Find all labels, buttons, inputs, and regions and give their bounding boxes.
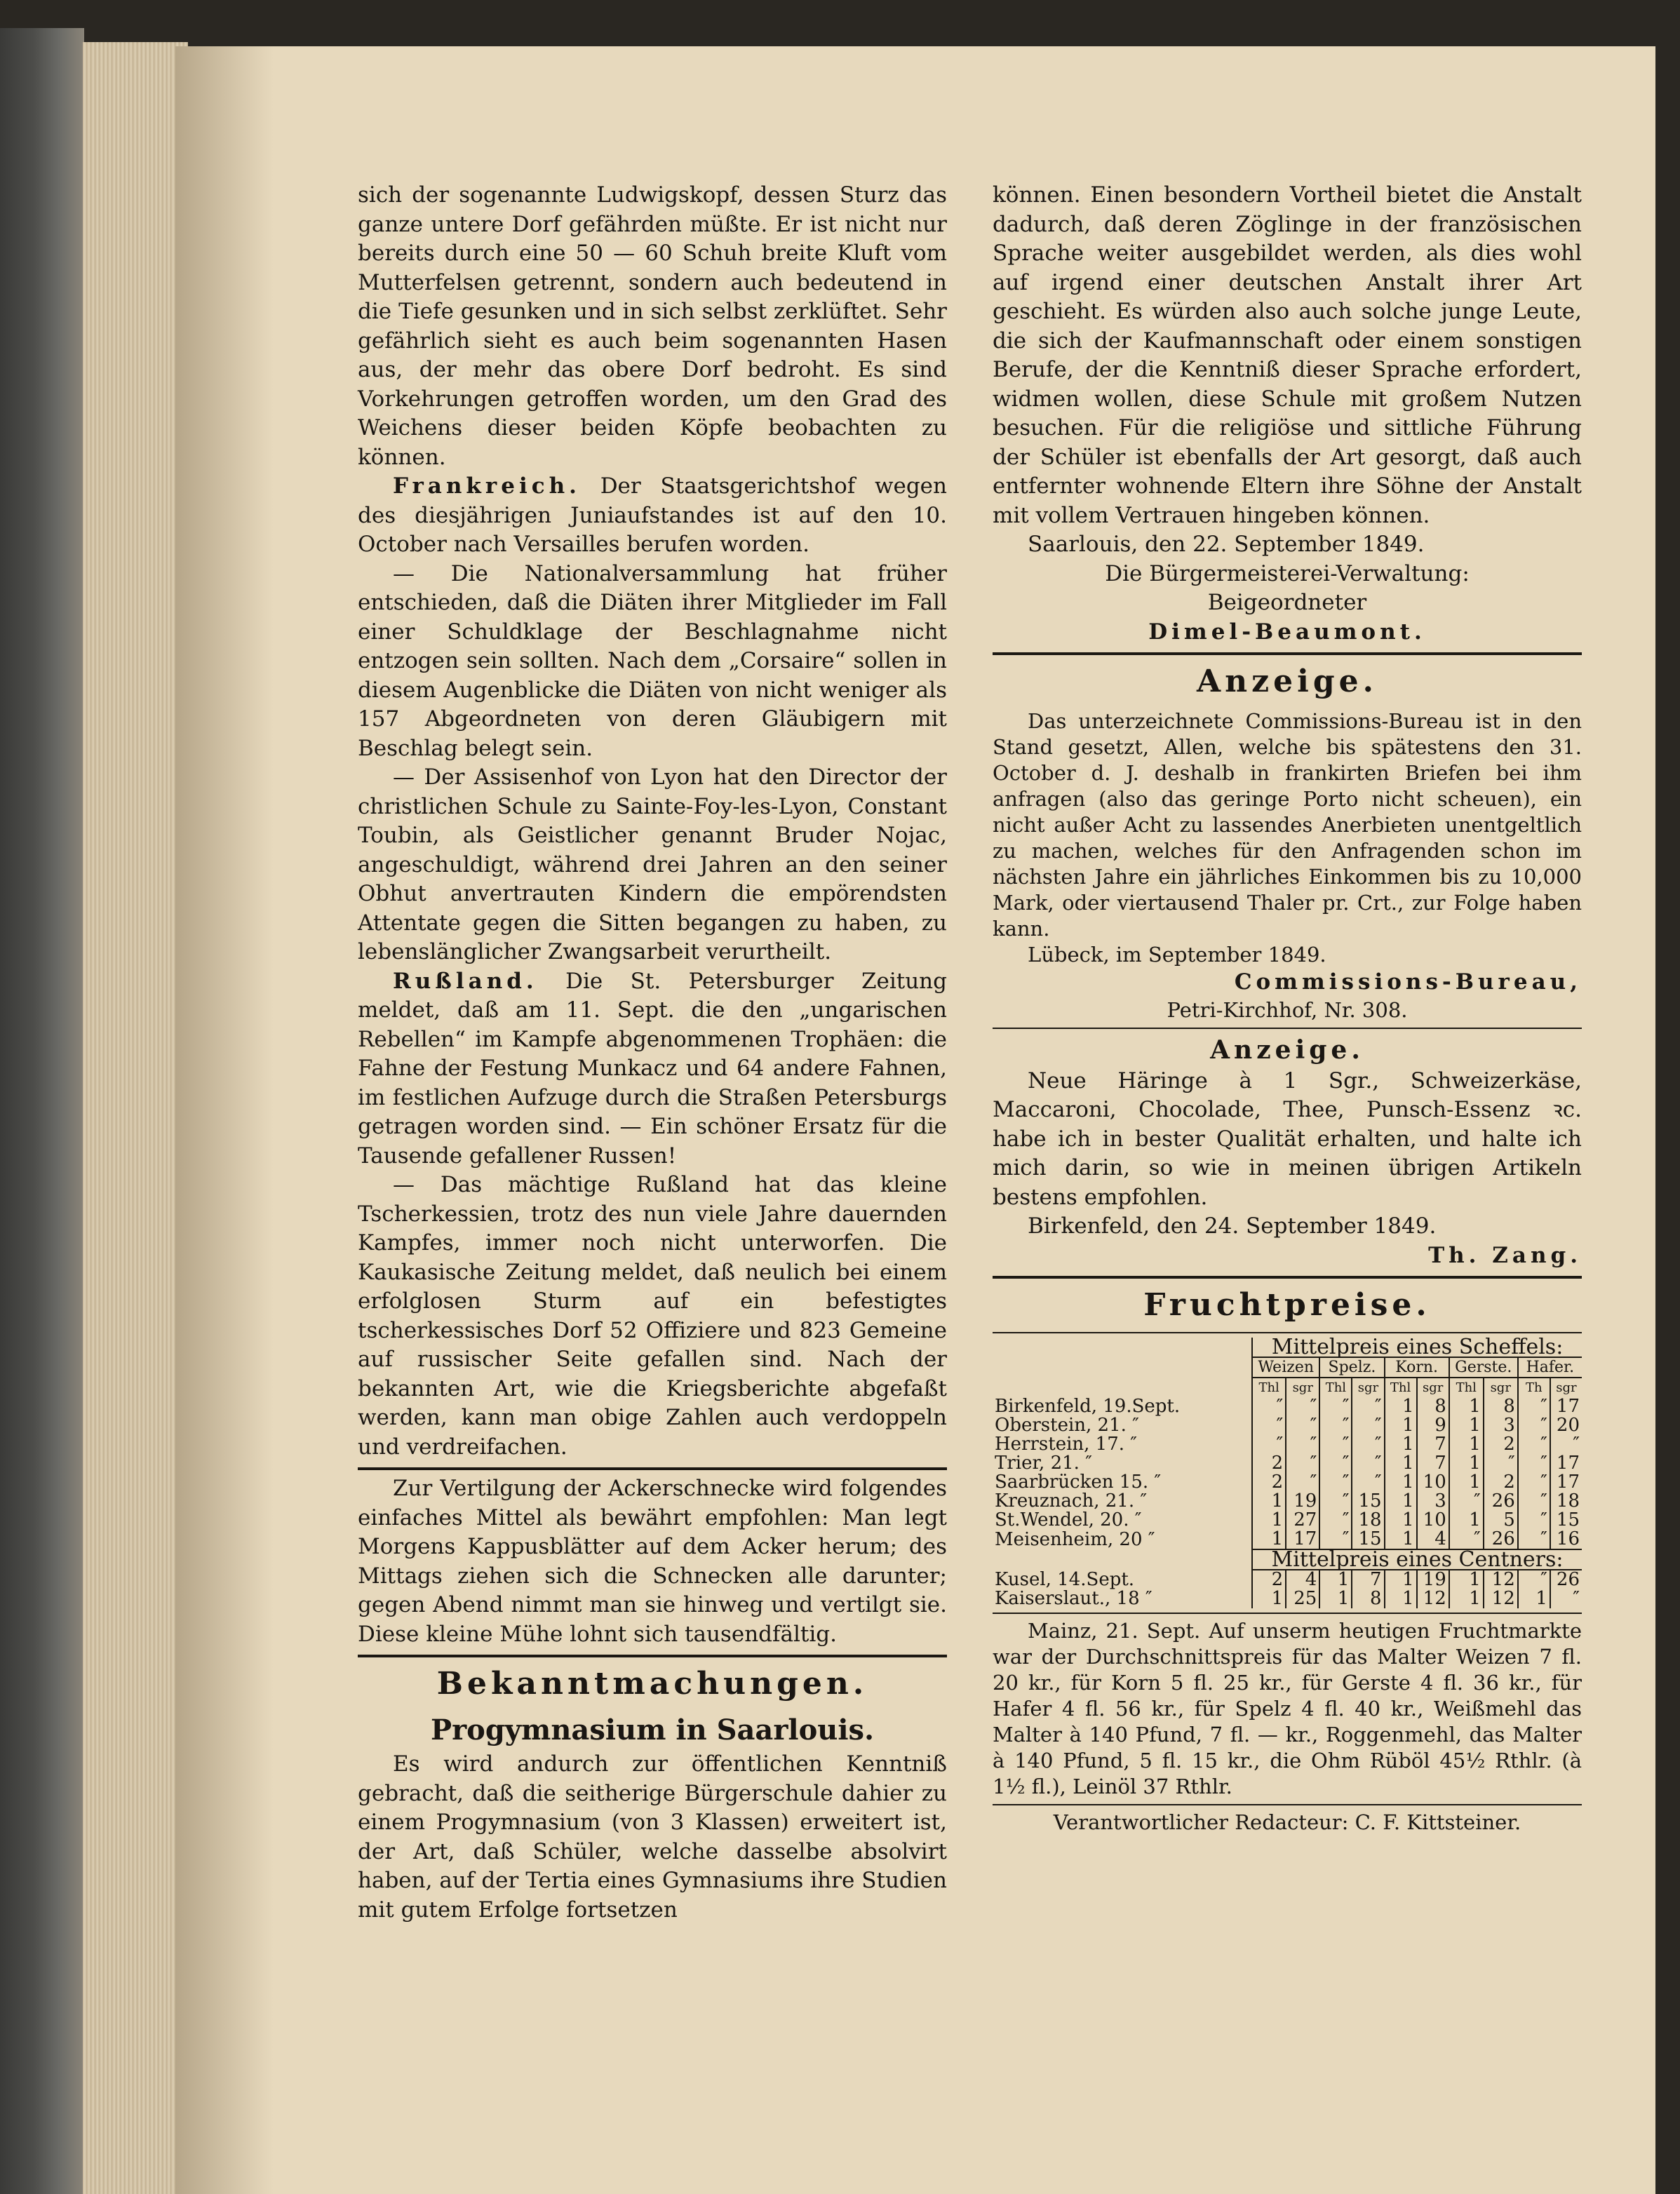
caption-scheffel: Mittelpreis eines Scheffels: [1252, 1338, 1582, 1357]
article-frankreich [358, 472, 947, 560]
price-cell: 4 [1286, 1570, 1319, 1589]
scheffel-rows [993, 1397, 1582, 1549]
price-cell: 1 [1252, 1589, 1286, 1608]
price-cell: 20 [1550, 1416, 1582, 1435]
price-cell: ″ [1319, 1454, 1352, 1473]
market-place: Trier, 21. ″ [995, 1453, 1092, 1474]
signature-name: Dimel-Beaumont. [1148, 619, 1426, 645]
price-cell: 10 [1417, 1473, 1449, 1492]
unit-header-row [993, 1378, 1582, 1397]
unit-header: Th [1518, 1378, 1550, 1397]
grain-header: Korn. [1385, 1357, 1449, 1378]
divider [993, 1332, 1582, 1333]
unit-header: sgr [1352, 1378, 1384, 1397]
price-cell: 1 [1385, 1435, 1417, 1454]
responsible-editor: Verantwortlicher Redacteur: C. F. Kittsteiner. [1053, 1810, 1521, 1834]
price-cell: 10 [1417, 1511, 1449, 1530]
table-row [993, 1454, 1582, 1473]
price-cell: 8 [1484, 1397, 1518, 1416]
divider [358, 1655, 947, 1657]
table-row [993, 1589, 1582, 1608]
price-cell: 18 [1550, 1492, 1582, 1511]
divider [993, 1276, 1582, 1279]
market-place: Oberstein, 21. ″ [995, 1415, 1139, 1436]
ad-place-birkenfeld: Birkenfeld, den 24. September 1849. [1028, 1213, 1437, 1239]
price-cell: 15 [1352, 1530, 1384, 1549]
article-russland [358, 967, 947, 1171]
price-cell: 15 [1352, 1492, 1384, 1511]
heading-bekanntmachungen: Bekanntmachungen. [436, 1666, 868, 1702]
price-cell: 2 [1484, 1473, 1518, 1492]
price-cell: 1 [1449, 1570, 1484, 1589]
price-cell: 1 [1252, 1530, 1286, 1549]
price-cell: ″ [1449, 1492, 1484, 1511]
price-cell: ″ [1252, 1435, 1286, 1454]
ad-place-luebeck: Lübeck, im September 1849. [1028, 943, 1326, 967]
price-cell: 3 [1484, 1416, 1518, 1435]
price-cell: 1 [1252, 1511, 1286, 1530]
price-cell: 8 [1417, 1397, 1449, 1416]
market-place: Kusel, 14.Sept. [995, 1568, 1135, 1590]
price-cell: 2 [1252, 1454, 1286, 1473]
signature-verwaltung: Die Bürgermeisterei-Verwaltung: [1105, 560, 1470, 586]
price-cell: ″ [1286, 1416, 1319, 1435]
price-cell: ″ [1319, 1492, 1352, 1511]
price-cell: 1 [1385, 1492, 1417, 1511]
article-tscherkessien: — Das mächtige Rußland hat das kleine Tscherkessien, trotz des nun viele Jahre dauernden Kampfes, immer noch nicht unterworfen. Die Kaukasische Zeitung meldet, daß neulich bei einem erfolglosen Sturm auf ein befestigtes tscherkessisches Dorf 52 Offiziere und 823 Gemeine auf russischer Seite gefallen sind. Nach der bekannten Art, wie die Kriegsberichte abgefaßt werden, kann man obige Zahlen auch verdoppeln und verdreifachen. [358, 1172, 947, 1460]
price-cell: ″ [1286, 1397, 1319, 1416]
price-cell: 17 [1550, 1397, 1582, 1416]
ad-commissions-bureau: Das unterzeichnete Commissions-Bureau ist in den Stand gesetzt, Allen, welche bis spätestens den 31. October d. J. deshalb in frankirten Briefen bei ihm anfragen (also das geringe Porto nicht scheuen), ein nicht außer Acht zu lassendes Anerbieten unentgeltlich zu machen, welches für den Anfragenden schon im nächsten Jahre ein jährliches Einkommen bis zu 10,000 Mark, oder viertausend Thaler pr. Crt., zur Folge haben kann. [993, 709, 1582, 941]
price-cell: 1 [1449, 1435, 1484, 1454]
left-column [358, 181, 947, 1925]
divider [993, 1804, 1582, 1805]
price-cell: 1 [1252, 1492, 1286, 1511]
section-head-russland: Rußland. [393, 968, 538, 994]
unit-header: Thl [1319, 1378, 1352, 1397]
price-cell: 1 [1449, 1416, 1484, 1435]
price-cell: 1 [1319, 1589, 1352, 1608]
table-row [993, 1530, 1582, 1549]
price-cell: ″ [1319, 1416, 1352, 1435]
heading-fruchtpreise: Fruchtpreise. [1143, 1287, 1431, 1323]
price-cell: 1 [1449, 1454, 1484, 1473]
price-cell: 1 [1385, 1530, 1417, 1549]
divider [358, 1467, 947, 1470]
price-cell: 1 [1449, 1589, 1484, 1608]
price-cell: 1 [1385, 1397, 1417, 1416]
book-cover-edge [0, 28, 84, 2194]
price-cell: 3 [1417, 1492, 1449, 1511]
price-cell: 1 [1449, 1511, 1484, 1530]
price-cell: 5 [1484, 1511, 1518, 1530]
divider [993, 1613, 1582, 1614]
page-edges [83, 42, 188, 2194]
price-cell: 2 [1484, 1435, 1518, 1454]
signature-title: Beigeordneter [1207, 590, 1367, 615]
price-cell: 1 [1385, 1454, 1417, 1473]
price-cell: 27 [1286, 1511, 1319, 1530]
price-cell: ″ [1319, 1473, 1352, 1492]
table-row [993, 1511, 1582, 1530]
price-cell: 1 [1449, 1473, 1484, 1492]
gutter-shadow [175, 46, 274, 2194]
price-cell: 9 [1417, 1416, 1449, 1435]
price-cell: ″ [1550, 1589, 1582, 1608]
price-cell: 1 [1518, 1589, 1550, 1608]
market-place: Meisenheim, 20 ″ [995, 1528, 1155, 1550]
price-cell: 17 [1286, 1530, 1319, 1549]
price-cell: ″ [1252, 1397, 1286, 1416]
table-row [993, 1397, 1582, 1416]
price-cell: 4 [1417, 1530, 1449, 1549]
price-cell: ″ [1352, 1435, 1384, 1454]
price-cell: ″ [1352, 1454, 1384, 1473]
price-cell: ″ [1518, 1435, 1550, 1454]
price-cell: ″ [1518, 1511, 1550, 1530]
price-cell: 16 [1550, 1530, 1582, 1549]
fruchtpreise-table [993, 1335, 1582, 1609]
price-cell: ″ [1319, 1530, 1352, 1549]
price-cell: 26 [1484, 1530, 1518, 1549]
unit-header: sgr [1484, 1378, 1518, 1397]
heading-anzeige-1: Anzeige. [1197, 664, 1378, 699]
price-cell: 1 [1385, 1589, 1417, 1608]
section-head-frankreich: Frankreich. [393, 473, 581, 499]
price-cell: 25 [1286, 1589, 1319, 1608]
price-cell: ″ [1518, 1454, 1550, 1473]
price-cell: 17 [1550, 1473, 1582, 1492]
unit-header: sgr [1417, 1378, 1449, 1397]
price-cell: ″ [1286, 1473, 1319, 1492]
article-assisenhof: — Der Assisenhof von Lyon hat den Director der christlichen Schule zu Sainte-Foy-les-Lyon, Constant Toubin, als Geistlicher genannt Bruder Nojac, angeschuldigt, während drei Jahren an den seiner Obhut anvertrauten Kindern die empörendsten Attentate gegen die Sitten begangen zu haben, zu lebenslänglicher Zwangsarbeit verurtheilt. [358, 765, 947, 964]
price-cell: ″ [1319, 1397, 1352, 1416]
market-place: Kaiserslaut., 18 ″ [995, 1588, 1153, 1609]
price-cell: ″ [1518, 1397, 1550, 1416]
price-cell: 7 [1417, 1435, 1449, 1454]
price-cell: 12 [1417, 1589, 1449, 1608]
ad-address: Petri-Kirchhof, Nr. 308. [1167, 997, 1408, 1022]
price-cell: ″ [1518, 1570, 1550, 1589]
grain-header: Hafer. [1518, 1357, 1582, 1378]
frankreich-text: Der Staatsgerichtshof wegen des diesjährigen Juniaufstandes ist auf den 10. October nach Versailles berufen worden. [358, 473, 947, 557]
price-cell: 12 [1484, 1589, 1518, 1608]
price-cell: ″ [1550, 1435, 1582, 1454]
price-cell: 1 [1385, 1416, 1417, 1435]
market-place: Kreuznach, 21. ″ [995, 1490, 1148, 1512]
price-cell: ″ [1484, 1454, 1518, 1473]
table-row [993, 1492, 1582, 1511]
price-cell: ″ [1518, 1492, 1550, 1511]
unit-header: Thl [1449, 1378, 1484, 1397]
russland-text: Die St. Petersburger Zeitung meldet, daß am 11. Sept. die den „ungarischen Rebellen“ im Kampfe abgenommenen Trophäen: die Fahne der Festung Munkacz und 64 andere Fahnen, im festlichen Aufzuge durch die Straßen Petersburgs getragen worden sind. — Ein schöner Ersatz für die Tausende gefallener Russen! [358, 968, 947, 1169]
market-place: St.Wendel, 20. ″ [995, 1509, 1142, 1530]
price-cell: 1 [1385, 1473, 1417, 1492]
price-cell: ″ [1286, 1454, 1319, 1473]
price-cell: ″ [1518, 1530, 1550, 1549]
grain-header: Spelz. [1319, 1357, 1384, 1378]
price-cell: 8 [1352, 1589, 1384, 1608]
price-cell: ″ [1352, 1473, 1384, 1492]
unit-header: sgr [1550, 1378, 1582, 1397]
price-cell: ″ [1449, 1530, 1484, 1549]
price-cell: 1 [1385, 1570, 1417, 1589]
article-progymnasium-cont: können. Einen besondern Vortheil bietet die Anstalt dadurch, daß deren Zöglinge in der französischen Sprache weiter ausgebildet werden, als dies wohl auf irgend einer deutschen Anstalt ihrer Art geschieht. Es würden also auch solche junge Leute, die sich der Kaufmannschaft oder einem sonstigen Berufe, der die Kenntniß dieser Sprache erfordert, widmen wollen, diese Schule mit großem Nutzen besuchen. Für die religiöse und sittliche Führung der Schüler ist ebenfalls der Art gesorgt, daß auch entfernter wohnende Eltern ihre Söhne der Anstalt mit vollem Vertrauen hingeben können. [993, 182, 1582, 528]
price-cell: 26 [1484, 1492, 1518, 1511]
centner-rows [993, 1570, 1582, 1608]
price-cell: ″ [1286, 1435, 1319, 1454]
price-cell: 26 [1550, 1570, 1582, 1589]
unit-header: sgr [1286, 1378, 1319, 1397]
market-place: Herrstein, 17. ″ [995, 1434, 1138, 1455]
divider [993, 1028, 1582, 1029]
market-place: Birkenfeld, 19.Sept. [995, 1396, 1181, 1417]
price-cell: 17 [1550, 1454, 1582, 1473]
price-cell: 2 [1252, 1473, 1286, 1492]
price-cell: 7 [1352, 1570, 1384, 1589]
table-row [993, 1416, 1582, 1435]
price-cell: ″ [1319, 1435, 1352, 1454]
table-row [993, 1435, 1582, 1454]
price-cell: 19 [1286, 1492, 1319, 1511]
price-cell: ″ [1252, 1416, 1286, 1435]
article-progymnasium: Es wird andurch zur öffentlichen Kenntniß gebracht, daß die seitherige Bürgerschule dahier zu einem Progymnasium (von 3 Klassen) erweitert ist, der Art, daß Schüler, welche dasselbe absolvirt haben, auf der Tertia eines Gymnasiums ihre Studien mit gutem Erfolge fortsetzen [358, 1751, 947, 1923]
table-row [993, 1473, 1582, 1492]
unit-header: Thl [1252, 1378, 1286, 1397]
price-cell: 1 [1319, 1570, 1352, 1589]
price-cell: 12 [1484, 1570, 1518, 1589]
article-ackerschnecke: Zur Vertilgung der Ackerschnecke wird folgendes einfaches Mittel als bewährt empfohlen: Man legt Morgens Kappusblätter auf dem Acker herum; des Mittags ziehen sich die Schnecken alle darunter; gegen Abend nimmt man sie hinweg und vertilgt sie. Diese kleine Mühe lohnt sich tausendfältig. [358, 1476, 947, 1647]
table-row [993, 1570, 1582, 1589]
price-cell: 1 [1385, 1511, 1417, 1530]
market-report-mainz: Mainz, 21. Sept. Auf unserm heutigen Fruchtmarkte war der Durchschnittspreis für das Malter Weizen 7 fl. 20 kr., für Korn 5 fl. 25 kr., für Gerste 4 fl. 36 kr., für Hafer 4 fl. 56 kr., für Spelz 4 fl. 40 kr., Weißmehl das Malter à 140 Pfund, 7 fl. — kr., Roggenmehl, das Malter à 140 Pfund, 5 fl. 15 kr., die Ohm Rüböl 45½ Rthlr. (à 1½ fl.), Leinöl 37 Rthlr. [993, 1619, 1582, 1798]
market-place: Saarbrücken 15. ″ [995, 1472, 1162, 1493]
price-cell: 7 [1417, 1454, 1449, 1473]
heading-anzeige-2: Anzeige. [1210, 1035, 1364, 1065]
ad-signature-bureau: Commissions-Bureau, [1234, 969, 1582, 995]
price-cell: ″ [1352, 1397, 1384, 1416]
price-cell: ″ [1352, 1416, 1384, 1435]
date-saarlouis: Saarlouis, den 22. September 1849. [1028, 532, 1425, 557]
price-cell: 15 [1550, 1511, 1582, 1530]
article-nationalversammlung: — Die Nationalversammlung hat früher entschieden, daß die Diäten ihrer Mitglieder im Fall einer Schuldklage der Beschlagnahme nicht entzogen sein sollten. Nach dem „Corsaire“ sollen in diesem Augenblicke die Diäten von nicht weniger als 157 Abgeordneten von deren Gläubigern mit Beschlag belegt sein. [358, 560, 947, 761]
caption-centner: Mittelpreis eines Centners: [1252, 1549, 1582, 1570]
ad-zang: Neue Häringe à 1 Sgr., Schweizerkäse, Maccaroni, Chocolade, Thee, Punsch-Essenz ꝛc. habe ich in bester Qualität erhalten, und halte ich mich darin, so wie in meinen übrigen Artikeln bestens empfohlen. [993, 1068, 1582, 1210]
ad-signature-zang: Th. Zang. [1428, 1242, 1582, 1268]
grain-header-row [993, 1357, 1582, 1378]
price-cell: 2 [1252, 1570, 1286, 1589]
price-cell: 19 [1417, 1570, 1449, 1589]
price-cell: ″ [1319, 1511, 1352, 1530]
price-cell: ″ [1518, 1416, 1550, 1435]
article-landslide: sich der sogenannte Ludwigskopf, dessen Sturz das ganze untere Dorf gefährden müßte. Er ist nicht nur bereits durch eine 50 — 60 Schuh breite Kluft vom Mutterfelsen getrennt, sondern auch bedeutend in die Tiefe gesunken und in sich selbst zerklüftet. Sehr gefährlich sieht es auch beim sogenannten Hasen aus, der mehr das obere Dorf bedroht. Es sind Vorkehrungen getroffen worden, um den Grad des Weichens dieser beiden Köpfe beobachten zu können. [358, 182, 947, 470]
right-column [993, 181, 1582, 1836]
heading-progymnasium: Progymnasium in Saarlouis. [430, 1714, 874, 1747]
divider [993, 652, 1582, 655]
price-cell: ″ [1518, 1473, 1550, 1492]
price-cell: 18 [1352, 1511, 1384, 1530]
unit-header: Thl [1385, 1378, 1417, 1397]
grain-header: Gerste. [1449, 1357, 1518, 1378]
price-cell: 1 [1449, 1397, 1484, 1416]
grain-header: Weizen [1252, 1357, 1319, 1378]
